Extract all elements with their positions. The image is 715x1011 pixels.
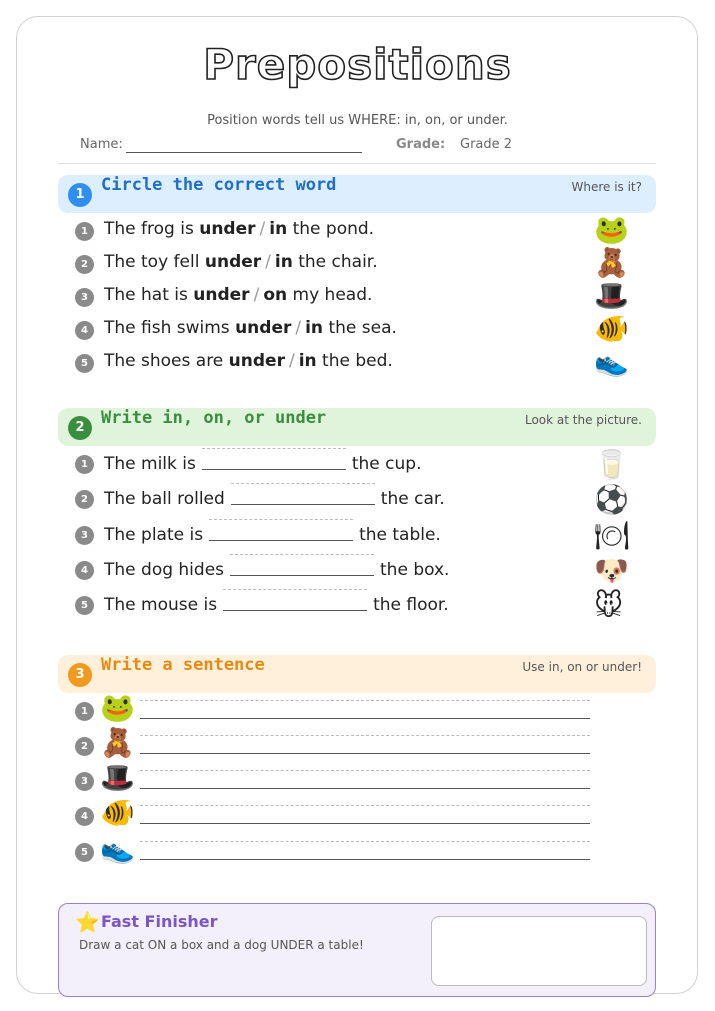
section-3-header (58, 655, 656, 693)
worksheet-subtitle: Position words tell us WHERE: in, on, or under. (207, 113, 508, 128)
writing-line[interactable] (140, 700, 590, 719)
sentence-end: the bed. (322, 351, 393, 371)
sentence-row (75, 318, 635, 344)
base-line (140, 859, 590, 860)
item-number-badge: 5 (75, 843, 94, 862)
option-under[interactable]: under (199, 219, 256, 239)
sentence-text (104, 219, 374, 239)
name-label: Name: (80, 137, 123, 152)
base-line (140, 788, 590, 789)
teddy-bear-icon: 🧸 (594, 246, 629, 279)
sentence-start: The mouse is (104, 595, 218, 615)
item-number-badge: 2 (75, 737, 94, 756)
section-title: Write in, on, or under (101, 408, 327, 428)
answer-blank[interactable] (231, 483, 375, 505)
fish-icon: 🐠 (594, 312, 629, 345)
sentence-start: The dog hides (104, 560, 225, 580)
section-hint: Use in, on or under! (522, 660, 642, 674)
section-number-badge: 3 (68, 663, 92, 687)
guide-dashed-line (140, 700, 590, 718)
header-divider (58, 163, 656, 164)
base-line (140, 718, 590, 719)
drawing-area[interactable] (431, 916, 647, 986)
sentence-end: the floor. (373, 595, 449, 615)
answer-blank[interactable] (223, 589, 367, 611)
sentence-start: The shoes are (104, 351, 224, 371)
fast-finisher-title: Fast Finisher (101, 912, 218, 931)
sentence-start: The fish swims (104, 318, 230, 338)
item-number-badge: 3 (75, 526, 94, 545)
sentence-text (104, 285, 372, 305)
sentence-text (104, 523, 441, 545)
sentence-end: the car. (380, 489, 445, 509)
option-under[interactable]: under (204, 252, 262, 272)
item-number-badge: 3 (75, 772, 94, 791)
option-under[interactable]: under (193, 285, 250, 305)
sentence-start: The plate is (104, 525, 204, 545)
writing-line[interactable] (140, 735, 590, 754)
sentence-text (104, 593, 449, 615)
item-number-badge: 1 (75, 222, 94, 241)
worksheet-title: Prepositions (203, 40, 512, 89)
writing-line[interactable] (140, 841, 590, 860)
item-number-badge: 3 (75, 288, 94, 307)
sentence-row (75, 558, 635, 584)
section-1-header (58, 175, 656, 213)
sentence-row (75, 252, 635, 278)
guide-dashed-line (140, 841, 590, 859)
section-number-badge: 2 (68, 416, 92, 440)
sentence-end: the chair. (298, 252, 378, 272)
sentence-row (75, 593, 635, 619)
option-alt[interactable]: in (305, 318, 324, 338)
sentence-end: the cup. (351, 454, 422, 474)
milk-glass-icon: 🥛 (594, 448, 629, 481)
item-number-badge: 5 (75, 354, 94, 373)
sentence-end: the table. (359, 525, 441, 545)
item-number-badge: 4 (75, 321, 94, 340)
sentence-row (75, 487, 635, 513)
sentence-start: The ball rolled (104, 489, 225, 509)
teddy-bear-icon: 🧸 (100, 726, 135, 759)
section-2-header (58, 408, 656, 446)
sentence-end: the box. (380, 560, 450, 580)
frog-icon: 🐸 (100, 691, 135, 724)
option-alt[interactable]: on (263, 285, 288, 305)
fast-finisher-box (58, 903, 656, 997)
sentence-end: the sea. (328, 318, 397, 338)
sentence-start: The frog is (104, 219, 194, 239)
sentence-text (104, 558, 449, 580)
sentence-text (104, 452, 421, 474)
item-number-badge: 4 (75, 561, 94, 580)
section-hint: Look at the picture. (524, 413, 642, 427)
sentence-row (75, 523, 635, 549)
sentence-end: my head. (292, 285, 373, 305)
sentence-row (75, 219, 635, 245)
option-under[interactable]: under (235, 318, 292, 338)
item-number-badge: 1 (75, 455, 94, 474)
mouse-icon: 🐭 (594, 589, 624, 622)
base-line (140, 823, 590, 824)
sentence-start: The toy fell (104, 252, 200, 272)
shoe-icon: 👟 (100, 832, 135, 865)
plate-icon: 🍽 (594, 519, 630, 552)
option-separator: / (253, 285, 260, 305)
top-hat-icon: 🎩 (100, 761, 135, 794)
shoe-icon: 👟 (594, 345, 629, 378)
answer-blank[interactable] (202, 448, 346, 470)
item-number-badge: 5 (75, 596, 94, 615)
fast-finisher-text: Draw a cat ON a box and a dog UNDER a table! (79, 938, 364, 952)
option-separator: / (295, 318, 302, 338)
sentence-row (75, 351, 635, 377)
item-number-badge: 4 (75, 807, 94, 826)
name-grade-row (80, 137, 640, 157)
sentence-end: the pond. (292, 219, 375, 239)
name-field[interactable] (126, 152, 362, 153)
star-icon: ⭐ (75, 910, 100, 934)
option-separator: / (288, 351, 295, 371)
writing-line[interactable] (140, 770, 590, 789)
guide-dashed-line (140, 805, 590, 823)
dog-icon: 🐶 (594, 554, 629, 587)
fish-icon: 🐠 (100, 796, 135, 829)
option-under[interactable]: under (228, 351, 285, 371)
top-hat-icon: 🎩 (594, 279, 629, 312)
option-alt[interactable]: in (274, 252, 293, 272)
sentence-text (104, 252, 378, 272)
writing-line[interactable] (140, 805, 590, 824)
option-separator: / (259, 219, 266, 239)
item-number-badge: 2 (75, 490, 94, 509)
sentence-text (104, 487, 445, 509)
grade-label: Grade: (396, 137, 446, 152)
sentence-row (75, 285, 635, 311)
answer-blank[interactable] (209, 519, 353, 541)
section-hint: Where is it? (571, 180, 642, 194)
frog-icon: 🐸 (594, 213, 629, 246)
sentence-text (104, 318, 397, 338)
guide-dashed-line (140, 770, 590, 788)
sentence-row (75, 452, 635, 478)
section-title: Circle the correct word (101, 175, 337, 195)
guide-dashed-line (140, 735, 590, 753)
option-alt[interactable]: in (298, 351, 317, 371)
grade-value: Grade 2 (460, 137, 513, 152)
sentence-text (104, 351, 393, 371)
section-number-badge: 1 (68, 183, 92, 207)
base-line (140, 753, 590, 754)
section-title: Write a sentence (101, 655, 265, 675)
option-separator: / (265, 252, 271, 272)
option-alt[interactable]: in (269, 219, 288, 239)
item-number-badge: 1 (75, 702, 94, 721)
sentence-start: The milk is (104, 454, 196, 474)
item-number-badge: 2 (75, 255, 94, 274)
answer-blank[interactable] (230, 554, 374, 576)
sentence-start: The hat is (104, 285, 188, 305)
soccer-ball-icon: ⚽ (594, 483, 629, 516)
